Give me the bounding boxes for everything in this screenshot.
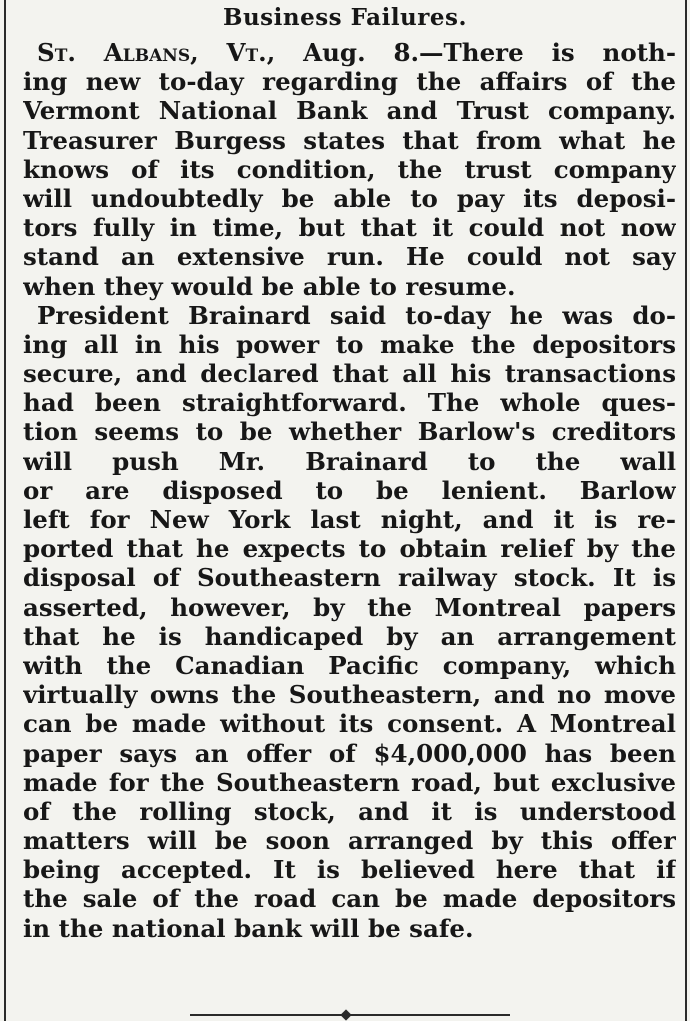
article-line: will push Mr. Brainard to the wall xyxy=(23,446,676,476)
article-line xyxy=(23,38,676,67)
article-line: virtually owns the Southeastern, and no move xyxy=(23,680,676,710)
article-line: tion seems to be whether Barlow's creditors xyxy=(23,417,676,447)
article-line: or are disposed to be lenient. Barlow xyxy=(23,475,676,505)
article-line: being accepted. It is believed here that if xyxy=(23,855,676,885)
article-line: of the rolling stock, and it is understood xyxy=(23,796,676,826)
line-text: Aug. 8.—There is noth- xyxy=(275,38,676,67)
article-line: had been straightforward. The whole ques- xyxy=(23,388,676,418)
article-line: stand an extensive run. He could not say xyxy=(23,242,676,272)
article-line: asserted, however, by the Montreal papers xyxy=(23,592,676,622)
article-line: ported that he expects to obtain relief by the xyxy=(23,534,676,564)
article-line: left for New York last night, and it is re- xyxy=(23,505,676,534)
article-line: matters will be soon arranged by this offer xyxy=(23,826,676,856)
article-line: will undoubtedly be able to pay its deposi- xyxy=(23,183,676,213)
article-line: ing new to-day regarding the affairs of the xyxy=(23,67,676,97)
article-line: that he is handicaped by an arrangement xyxy=(23,621,676,651)
article-line: paper says an offer of $4,000,000 has been xyxy=(23,738,676,768)
article-line: with the Canadian Pacific company, which xyxy=(23,650,676,680)
article-line: Vermont National Bank and Trust company. xyxy=(23,96,676,126)
article-line: ing all in his power to make the depositors xyxy=(23,329,676,359)
article-line: made for the Southeastern road, but exclusive xyxy=(23,767,676,797)
article-line: knows of its condition, the trust company xyxy=(23,154,676,184)
article-line: the sale of the road can be made depositors xyxy=(23,884,676,914)
article-line: secure, and declared that all his transactions xyxy=(23,359,676,389)
article-line: disposal of Southeastern railway stock. It is xyxy=(23,563,676,593)
paragraph-2 xyxy=(23,301,676,943)
article-line: when they would be able to resume. xyxy=(23,271,516,301)
article-line: in the national bank will be safe. xyxy=(23,913,474,943)
column-rule-left xyxy=(4,0,6,1021)
article-line: can be made without its consent. A Montreal xyxy=(23,709,676,739)
article-body xyxy=(23,38,676,943)
article-line: President Brainard said to-day he was do- xyxy=(37,300,676,330)
bottom-rule xyxy=(190,1014,510,1016)
article-line: Treasurer Burgess states that from what he xyxy=(23,125,676,155)
dateline: St. Albans, Vt., xyxy=(37,38,276,67)
paragraph-1 xyxy=(23,38,676,301)
headline: Business Failures. xyxy=(223,4,467,31)
article-line: tors fully in time, but that it could not now xyxy=(23,213,676,243)
column-rule-right xyxy=(685,0,687,1021)
